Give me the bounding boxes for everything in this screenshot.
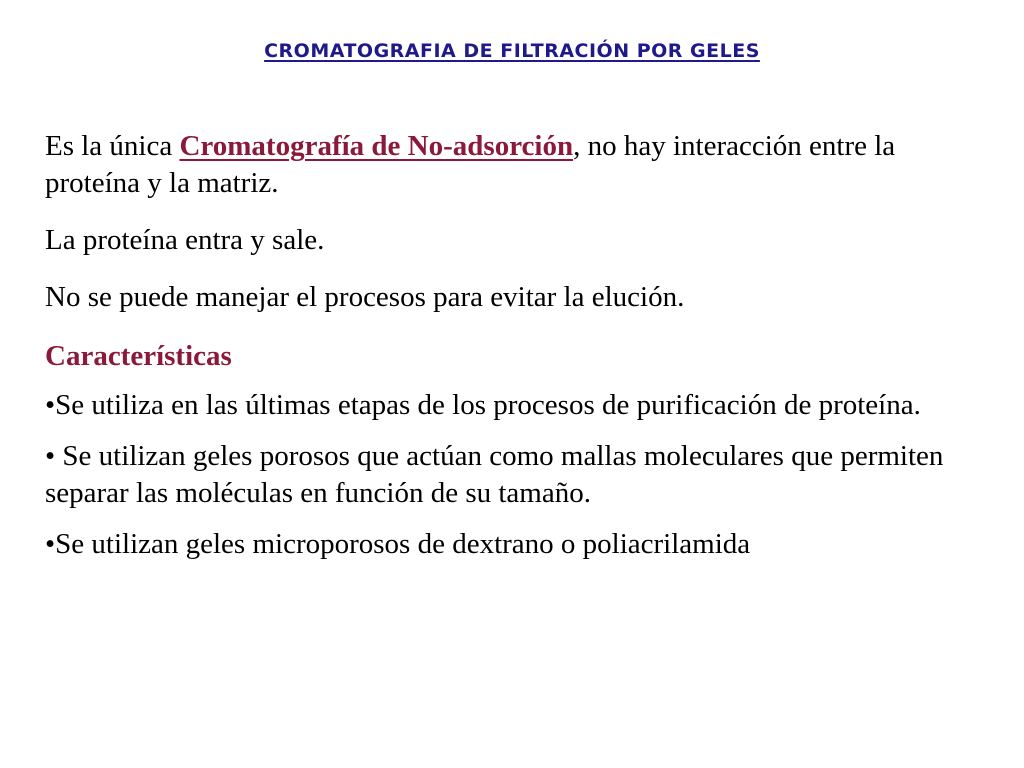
intro-before: Es la única bbox=[45, 130, 180, 162]
slide-title bbox=[0, 40, 1024, 62]
characteristics-heading: Características bbox=[45, 340, 232, 372]
elution-line: No se puede manejar el procesos para evitar la elución. bbox=[45, 281, 685, 313]
intro-after: , no hay interacción entre la proteína y la matriz. bbox=[45, 130, 896, 199]
bullet-item: •Se utilizan geles microporosos de dextrano o poliacrilamida bbox=[45, 528, 751, 560]
slide-title-text: CROMATOGRAFIA DE FILTRACIÓN POR GELES bbox=[264, 40, 760, 62]
bullet-item: • Se utilizan geles porosos que actúan como mallas moleculares que permiten separar las moléculas en función de su tamaño. bbox=[45, 440, 944, 509]
protein-enters-line: La proteína entra y sale. bbox=[45, 224, 325, 256]
slide-body bbox=[45, 128, 965, 577]
key-term: Cromatografía de No-adsorción bbox=[179, 130, 574, 162]
bullet-item: •Se utiliza en las últimas etapas de los procesos de purificación de proteína. bbox=[45, 389, 921, 421]
intro-paragraph bbox=[45, 128, 965, 202]
